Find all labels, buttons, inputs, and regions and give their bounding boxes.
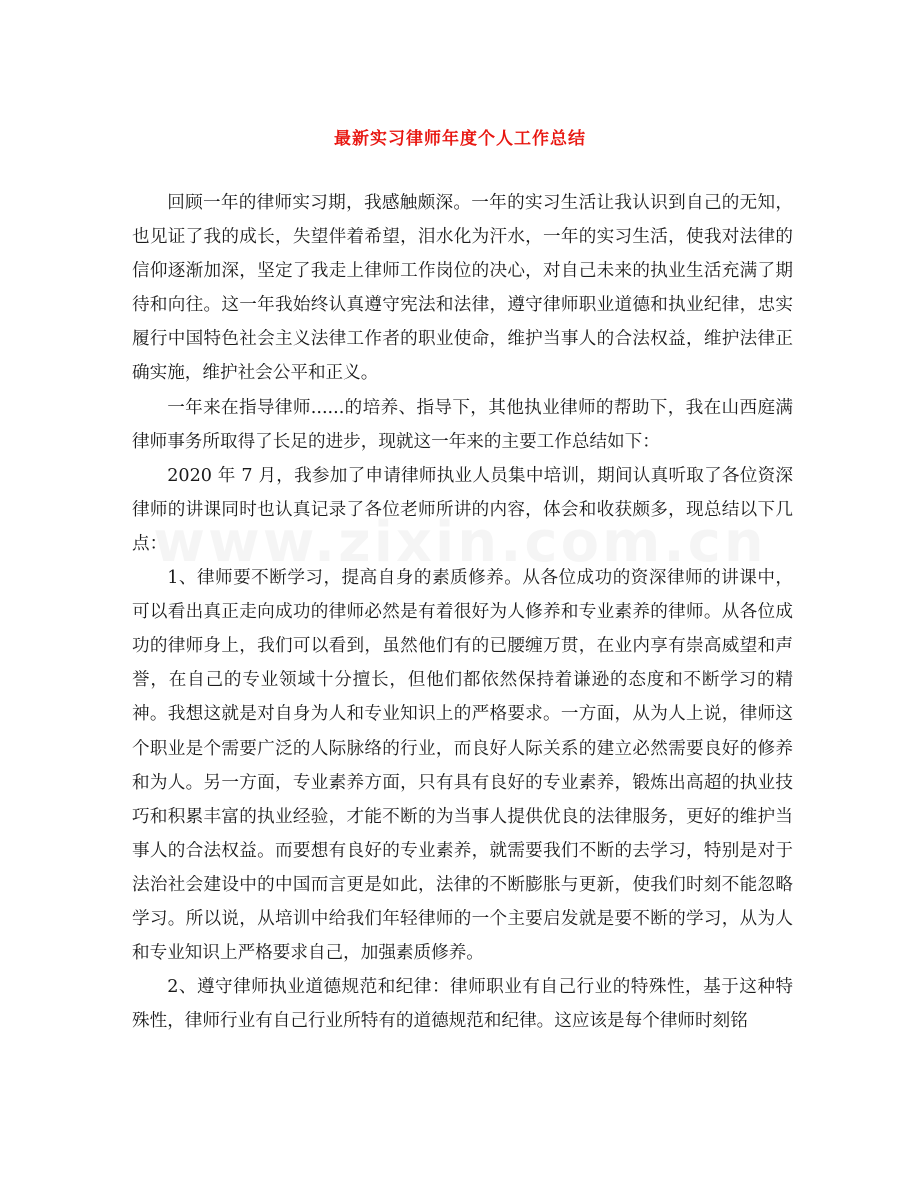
paragraph-point-2: 2、遵守律师执业道德规范和纪律：律师职业有自己行业的特殊性，基于这种特殊性，律师行业有自己行业所特有的道德规范和纪律。这应该是每个律师时刻铭 (132, 977, 793, 1032)
paragraph-progress: 一年来在指导律师......的培养、指导下，其他执业律师的帮助下，我在山西庭满律师事务所取得了长足的进步，现就这一年来的主要工作总结如下： (132, 397, 793, 452)
paragraph-intro: 回顾一年的律师实习期，我感触颇深。一年的实习生活让我认识到自己的无知，也见证了我的成长，失望伴着希望，泪水化为汗水，一年的实习生活，使我对法律的信仰逐渐加深，坚定了我走上律师工作岗位的决心，对自己未来的执业生活充满了期待和向往。这一年我始终认真遵守宪法和法律，遵守律师职业道德和执业纪律，忠实履行中国特色社会主义法律工作者的职业使命，维护当事人的合法权益，维护法律正确实施，维护社会公平和正义。 (132, 193, 793, 384)
paragraph-training: 2020 年 7 月，我参加了申请律师执业人员集中培训，期间认真听取了各位资深律师的讲课同时也认真记录了各位老师所讲的内容，体会和收获颇多，现总结以下几点： (132, 465, 793, 554)
document-body (132, 186, 793, 1038)
paragraph-point-1: 1、律师要不断学习，提高自身的素质修养。从各位成功的资深律师的讲课中，可以看出真正走向成功的律师必然是有着很好为人修养和专业素养的律师。从各位成功的律师身上，我们可以看到，虽然他们有的已腰缠万贯，在业内享有崇高威望和声誉，在自己的专业领域十分擅长，但他们都依然保持着谦逊的态度和不断学习的精神。我想这就是对自身为人和专业知识上的严格要求。一方面，从为人上说，律师这个职业是个需要广泛的人际脉络的行业，而良好人际关系的建立必然需要良好的修养和为人。另一方面，专业素养方面，只有具有良好的专业素养，锻炼出高超的执业技巧和积累丰富的执业经验，才能不断的为当事人提供优良的法律服务，更好的维护当事人的合法权益。而要想有良好的专业素养，就需要我们不断的去学习，特别是对于法治社会建设中的中国而言更是如此，法律的不断膨胀与更新，使我们时刻不能忽略学习。所以说，从培训中给我们年轻律师的一个主要启发就是要不断的学习，从为人和专业知识上严格要求自己，加强素质修养。 (132, 568, 793, 964)
document-title: 最新实习律师年度个人工作总结 (334, 129, 586, 149)
